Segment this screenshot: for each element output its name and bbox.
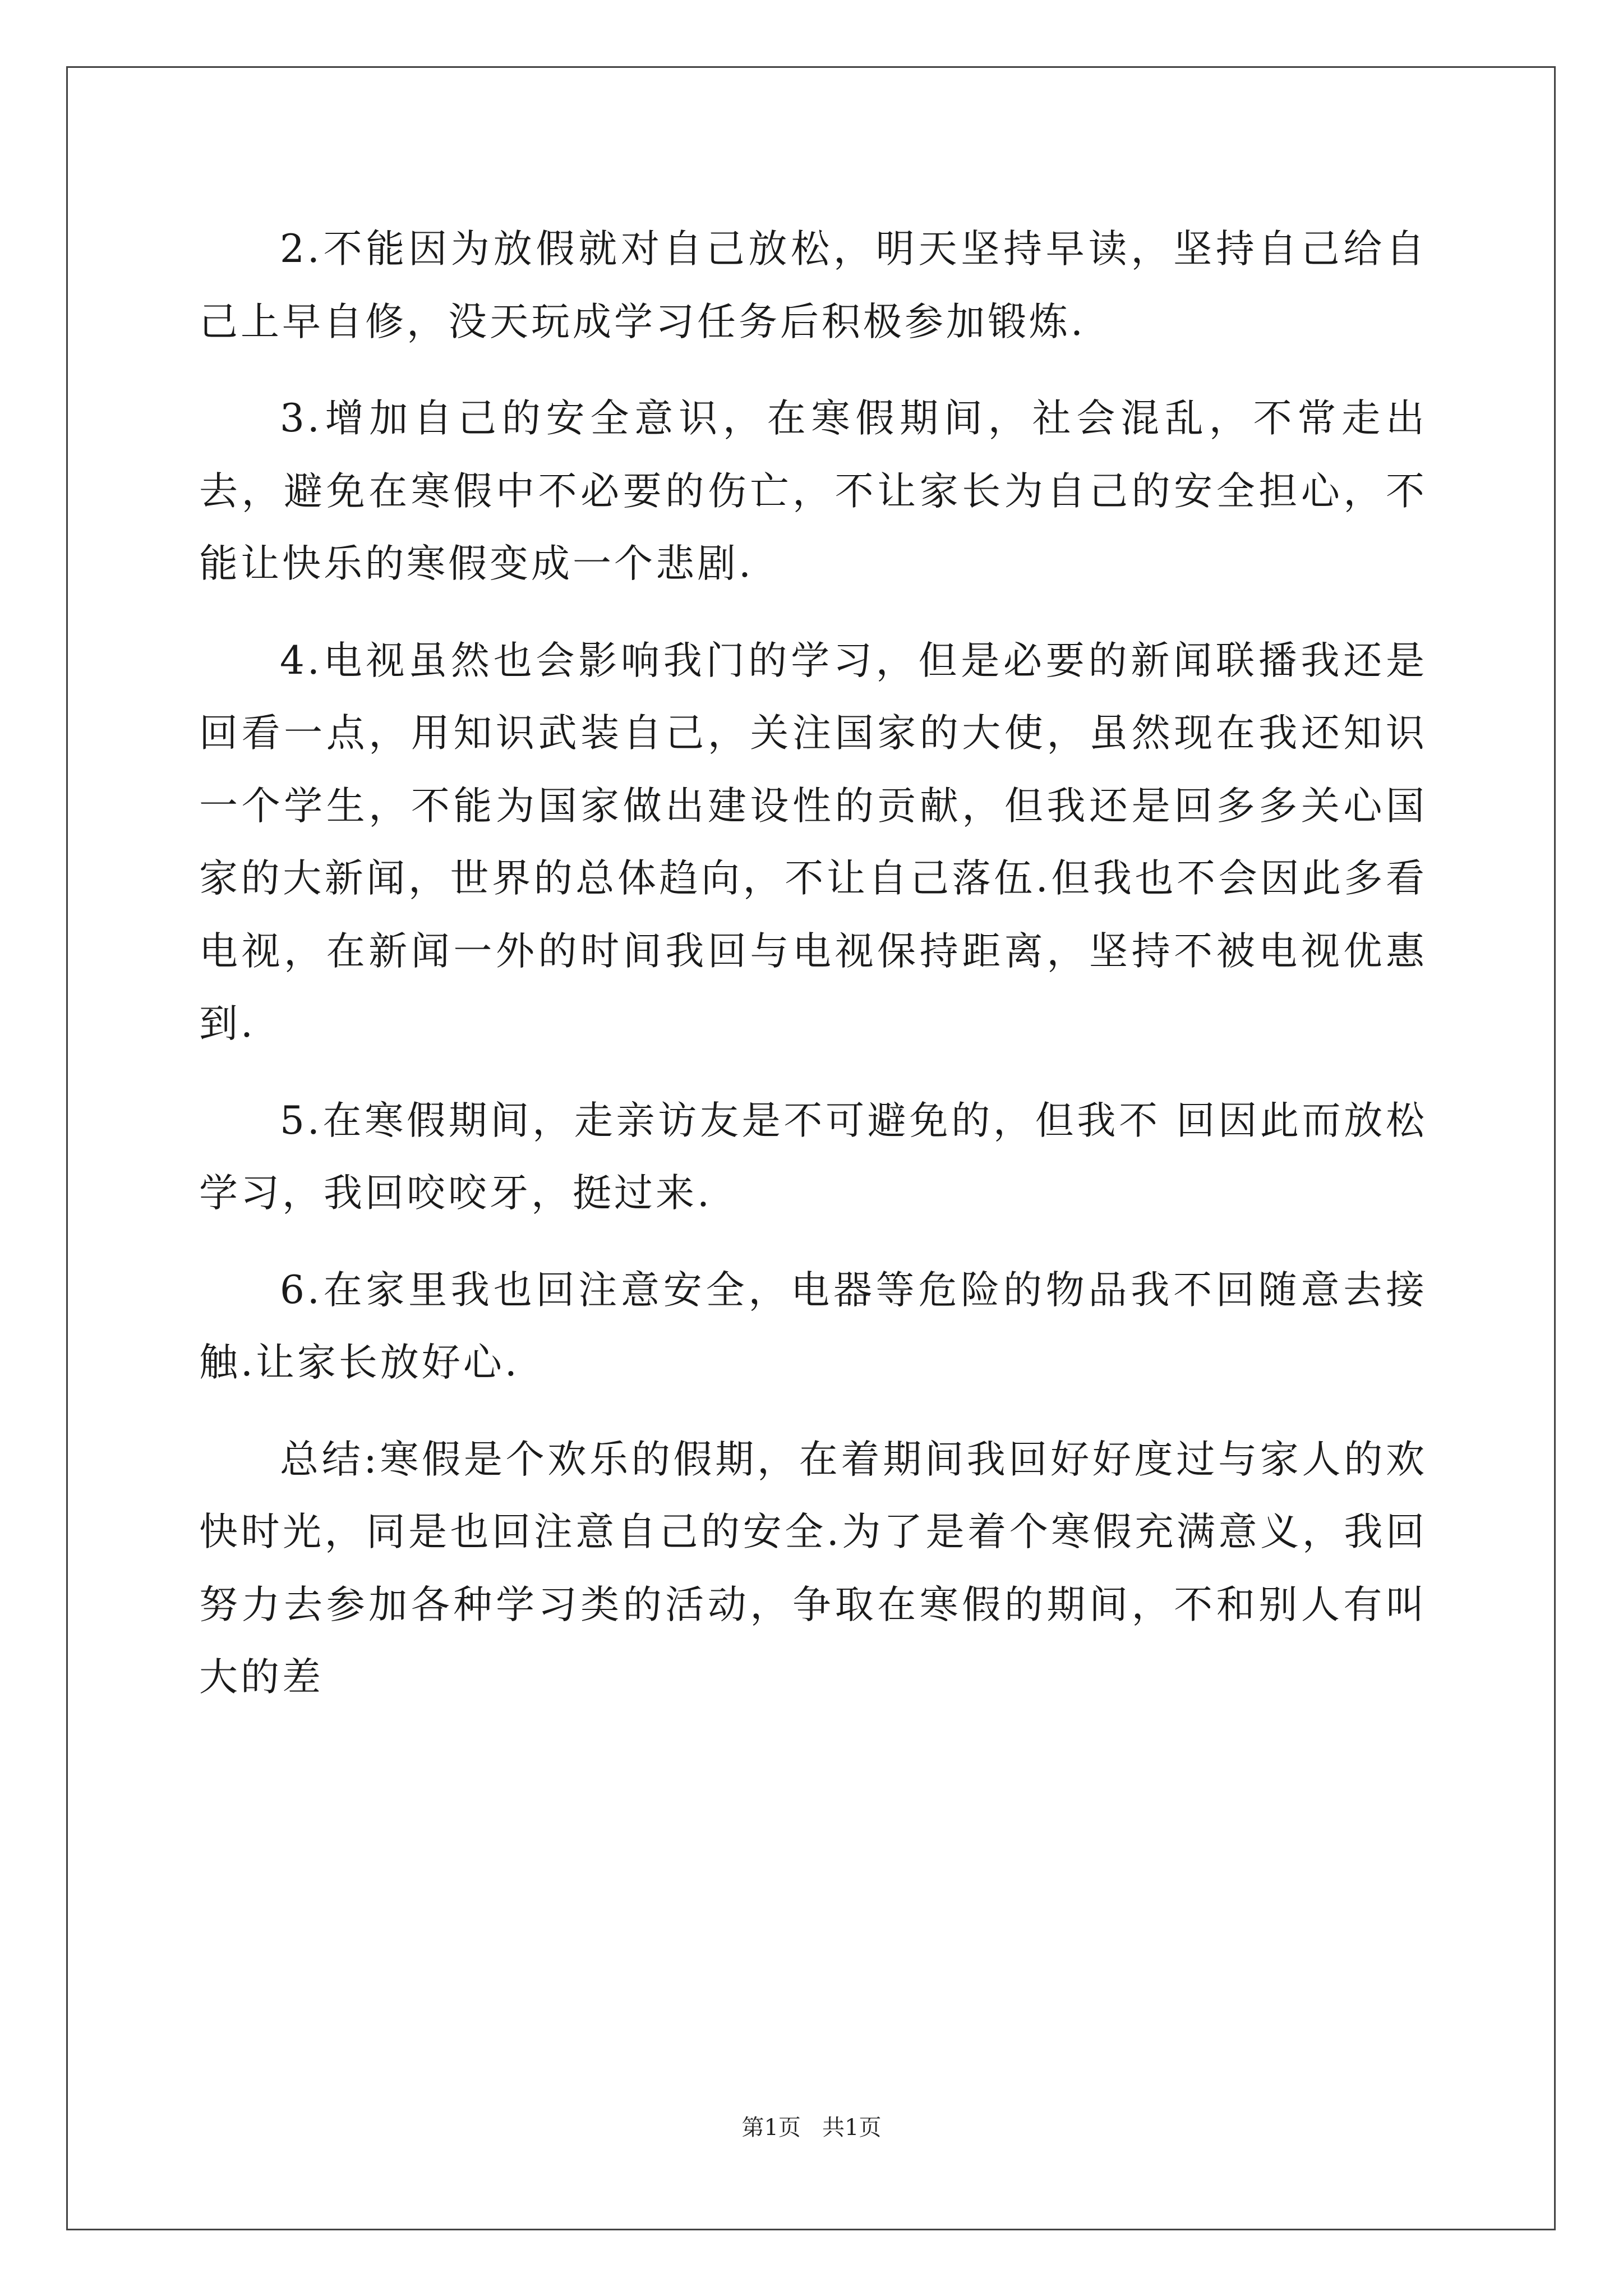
paragraph-item-3: 3.增加自己的安全意识，在寒假期间，社会混乱，不常走出去，避免在寒假中不必要的伤亡，不让家长为自己的安全担心，不能让快乐的寒假变成一个悲剧. xyxy=(199,396,1427,586)
paragraph-item-2: 2.不能因为放假就对自己放松，明天坚持早读，坚持自己给自己上早自修，没天玩成学习任务后积极参加锻炼. xyxy=(199,227,1427,344)
document-body xyxy=(199,213,1427,1714)
page-number-footer: 第1页 共1页 xyxy=(741,2115,882,2141)
paragraph-summary: 总结:寒假是个欢乐的假期，在着期间我回好好度过与家人的欢快时光，同是也回注意自己的安全.为了是着个寒假充满意义，我回努力去参加各种学习类的活动，争取在寒假的期间，不和别人有叫大的差 xyxy=(199,1437,1427,1700)
paragraph-item-5: 5.在寒假期间，走亲访友是不可避免的，但我不 回因此而放松学习，我回咬咬牙，挺过来. xyxy=(199,1098,1427,1216)
paragraph-item-6: 6.在家里我也回注意安全，电器等危险的物品我不回随意去接触.让家长放好心. xyxy=(199,1267,1427,1385)
paragraph-item-4: 4.电视虽然也会影响我门的学习，但是必要的新闻联播我还是回看一点，用知识武装自己，关注国家的大使，虽然现在我还知识一个学生，不能为国家做出建设性的贡献，但我还是回多多关心国家的大新闻，世界的总体趋向，不让自己落伍.但我也不会因此多看电视，在新闻一外的时间我回与电视保持距离，坚持不被电视优惠到. xyxy=(199,638,1427,1046)
